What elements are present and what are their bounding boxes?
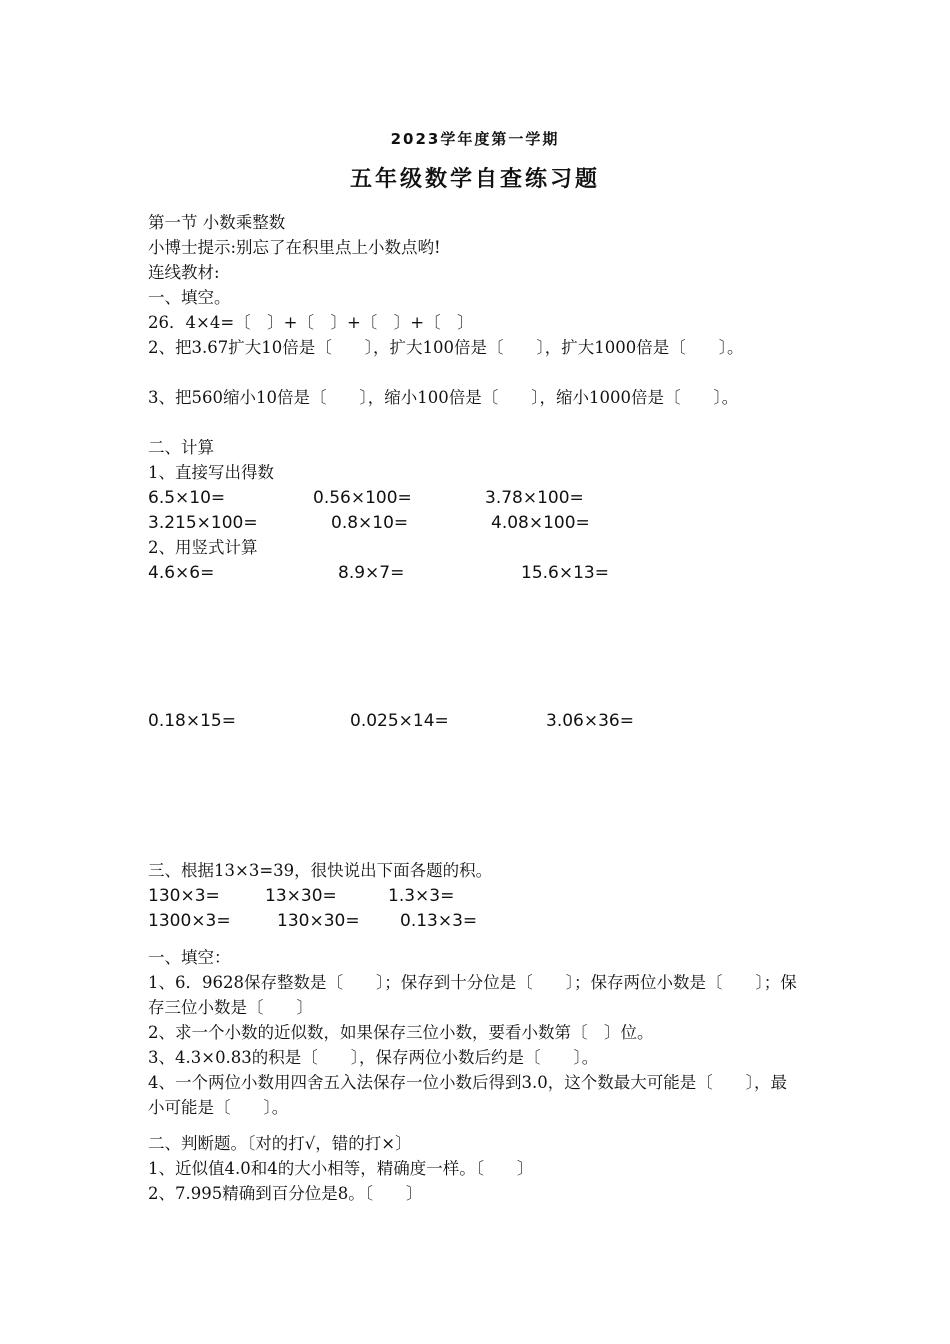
tip-text: 小博士提示:别忘了在积里点上小数点哟! — [148, 238, 441, 257]
vertical-problem: 8.9×7= — [338, 563, 405, 583]
judge-heading: 二、判断题。〔对的打√，错的打×〕 — [148, 1134, 412, 1153]
calc-heading: 二、计算 — [148, 438, 214, 457]
quick-problem: 13×30= — [265, 886, 337, 906]
textbook-label: 连线教材: — [148, 263, 220, 282]
question-1: 26．4×4=〔 〕+〔 〕+〔 〕+〔 〕 — [148, 313, 474, 332]
section-heading: 第一节 小数乘整数 — [148, 213, 286, 232]
direct-problem: 6.5×10= — [148, 488, 226, 508]
vertical-problem: 0.18×15= — [148, 711, 236, 731]
quick-problem: 130×30= — [277, 911, 360, 931]
direct-problem: 4.08×100= — [491, 513, 590, 533]
question-3: 3、把560缩小10倍是〔 〕，缩小100倍是〔 〕，缩小1000倍是〔 〕。 — [148, 388, 739, 407]
judge-question-2: 2、7.995精确到百分位是8。〔 〕 — [148, 1184, 423, 1203]
quick-problem: 130×3= — [148, 886, 220, 906]
document-subtitle: 五年级数学自查练习题 — [349, 167, 600, 192]
vertical-problem: 4.6×6= — [148, 563, 215, 583]
question-2: 2、把3.67扩大10倍是〔 〕，扩大100倍是〔 〕，扩大1000倍是〔 〕。 — [148, 338, 744, 357]
quick-problem: 1.3×3= — [388, 886, 455, 906]
vertical-heading: 2、用竖式计算 — [148, 538, 258, 557]
quick-problem: 1300×3= — [148, 911, 231, 931]
vertical-problem: 3.06×36= — [546, 711, 634, 731]
direct-problem: 3.78×100= — [485, 488, 584, 508]
fill-heading-2: 一、填空： — [148, 948, 231, 967]
rounding-question-3: 3、4.3×0.83的积是〔 〕，保存两位小数后约是〔 〕。 — [148, 1048, 599, 1067]
rounding-question-1: 1、6．9628保存整数是〔 〕；保存到十分位是〔 〕；保存两位小数是〔 〕；保存三位小数是〔 〕 — [148, 973, 797, 1017]
fill-heading: 一、填空。 — [148, 288, 231, 307]
direct-problem: 0.56×100= — [313, 488, 412, 508]
document-title: 2023学年度第一学期 — [390, 130, 560, 148]
direct-problem: 0.8×10= — [331, 513, 409, 533]
direct-heading: 1、直接写出得数 — [148, 463, 274, 482]
rounding-question-4: 4、一个两位小数用四舍五入法保存一位小数后得到3.0，这个数最大可能是〔 〕，最小可能是〔 〕。 — [148, 1073, 787, 1117]
vertical-problem: 0.025×14= — [350, 711, 449, 731]
quick-problem: 0.13×3= — [400, 911, 478, 931]
direct-problem: 3.215×100= — [148, 513, 258, 533]
vertical-problem: 15.6×13= — [521, 563, 609, 583]
rounding-question-2: 2、求一个小数的近似数，如果保存三位小数，要看小数第〔 〕位。 — [148, 1023, 654, 1042]
judge-question-1: 1、近似值4.0和4的大小相等，精确度一样。〔 〕 — [148, 1159, 534, 1178]
section3-heading: 三、根据13×3=39，很快说出下面各题的积。 — [148, 861, 493, 880]
